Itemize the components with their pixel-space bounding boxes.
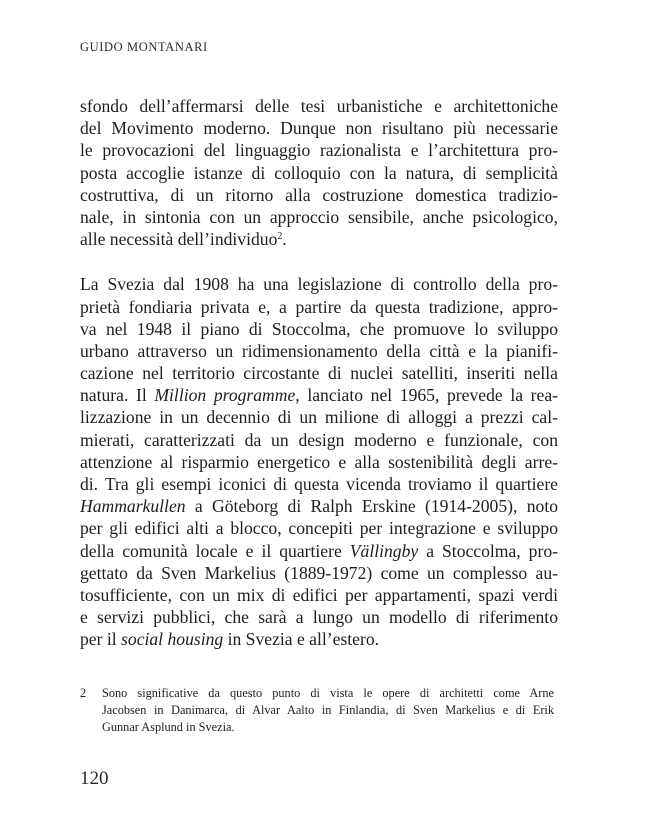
italic-title: Million programme bbox=[154, 385, 296, 406]
text-line: di. Tra gli esempi iconici di questa vicenda troviamo il quartiere bbox=[80, 474, 558, 494]
footnote-line: Gunnar Asplund in Svezia. bbox=[102, 720, 235, 734]
text-line: sfondo dell’affermarsi delle tesi urbanistiche e architettoniche bbox=[80, 96, 558, 116]
text-line bbox=[80, 384, 558, 406]
running-head: GUIDO MONTANARI bbox=[80, 40, 208, 54]
text-line: per gli edifici alti a blocco, concepiti per integrazione e sviluppo bbox=[80, 518, 558, 539]
text-line: le provocazioni del linguaggio razionalista e l’architettura pro- bbox=[80, 140, 558, 161]
text-line: La Svezia dal 1908 ha una legislazione di controllo della pro- bbox=[80, 274, 558, 295]
text-line: lizzazione in un decennio di un milione di alloggi a prezzi cal- bbox=[80, 407, 558, 428]
body-text bbox=[80, 95, 558, 651]
footnote bbox=[80, 685, 554, 736]
italic-title: Vällingby bbox=[349, 540, 419, 561]
footnote-number: 2 bbox=[80, 686, 87, 700]
text-line: del Movimento moderno. Dunque non risultano più necessarie bbox=[80, 118, 558, 139]
italic-title: Hammarkullen bbox=[80, 496, 186, 517]
text-line: tosufficiente, con un mix di edifici per appartamenti, spazi verdi bbox=[80, 584, 558, 605]
text-segment: della comunità locale e il quartiere bbox=[80, 540, 350, 561]
text-line: va nel 1948 il piano di Stoccolma, che promuove lo sviluppo bbox=[80, 318, 558, 339]
text-line: mierati, caratterizzati da un design moderno e funzionale, con bbox=[80, 429, 558, 450]
text-line: gettato da Sven Markelius (1889-1972) come un complesso au- bbox=[80, 562, 558, 583]
text-line: attenzione al risparmio energetico e alla sostenibilità degli arre- bbox=[80, 451, 558, 472]
text-line-content: alle necessità dell’individuo bbox=[80, 229, 278, 250]
paragraph bbox=[80, 95, 558, 250]
paragraph bbox=[80, 273, 558, 650]
footnote-text bbox=[102, 685, 554, 736]
footnote-line: Sono significative da questo punto di vista le opere di architetti come Arne bbox=[102, 686, 554, 700]
text-line bbox=[80, 540, 558, 562]
text-line: nale, in sintonia con un approccio sensibile, anche psicologico, bbox=[80, 206, 558, 227]
text-segment: a Stoccolma, pro- bbox=[418, 540, 558, 561]
text-line: posta accoglie istanze di colloquio con la natura, di semplicità bbox=[80, 162, 558, 183]
text-line: alle necessità dell’individuo$^2$. bbox=[80, 229, 287, 250]
text-line: cazione nel territorio circostante di nuclei satelliti, inseriti nella bbox=[80, 363, 558, 384]
footnote-reference: 2 bbox=[277, 231, 283, 243]
text-line: costruttiva, di un ritorno alla costruzione domestica tradizio- bbox=[80, 184, 558, 205]
text-segment: , lanciato nel 1965, prevede la rea- bbox=[295, 385, 558, 406]
text-segment: in Svezia e all’estero. bbox=[223, 629, 380, 650]
text-segment: a Göteborg di Ralph Erskine (1914-2005), noto bbox=[185, 496, 558, 517]
text-line bbox=[80, 628, 558, 650]
text-line: urbano attraverso un ridimensionamento della città e la pianifi- bbox=[80, 340, 558, 361]
text-line: prietà fondiaria privata e, a partire da questa tradizione, appro- bbox=[80, 296, 558, 317]
text-line bbox=[80, 495, 558, 517]
page-number: 120 bbox=[80, 768, 109, 789]
text-segment: natura. Il bbox=[80, 385, 155, 406]
italic-title: social housing bbox=[121, 629, 224, 650]
text-line: e servizi pubblici, che sarà a lungo un modello di riferimento bbox=[80, 607, 558, 628]
footnote-line: Jacobsen in Danimarca, di Alvar Aalto in Finlandia, di Sven Markelius e di Erik bbox=[102, 703, 554, 717]
text-segment: per il bbox=[80, 629, 122, 650]
paragraph-spacer bbox=[80, 250, 558, 273]
